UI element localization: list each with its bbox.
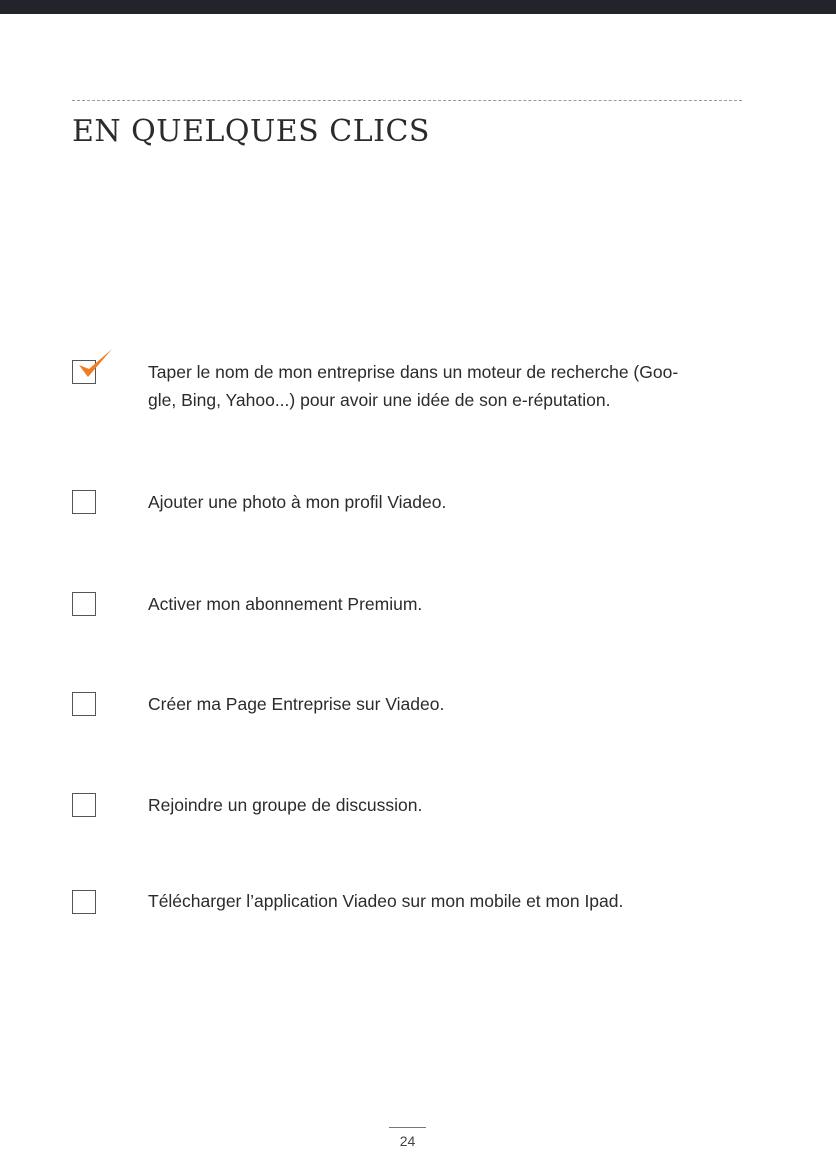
page-number: 24 — [399, 1133, 416, 1149]
checklist-item-text: Rejoindre un groupe de discussion. — [148, 795, 423, 815]
checkbox-checked[interactable] — [72, 360, 96, 384]
checkbox[interactable] — [72, 890, 96, 914]
checklist-item-text: Créer ma Page Entreprise sur Viadeo. — [148, 694, 445, 714]
dashed-divider — [72, 100, 742, 101]
page-number-rule — [389, 1127, 426, 1128]
checkbox[interactable] — [72, 692, 96, 716]
checkmark-icon — [77, 347, 117, 387]
top-bar — [0, 0, 836, 14]
checklist-item-text-line: gle, Bing, Yahoo...) pour avoir une idée de son e-réputation. — [148, 390, 611, 410]
checkbox[interactable] — [72, 490, 96, 514]
checkbox[interactable] — [72, 592, 96, 616]
checklist-item-text: Ajouter une photo à mon profil Viadeo. — [148, 492, 447, 512]
checklist-item-text-line: Taper le nom de mon entreprise dans un moteur de recherche (Goo- — [148, 362, 679, 382]
checklist-item-text: Télécharger l’application Viadeo sur mon mobile et mon Ipad. — [148, 891, 624, 911]
checklist-item-text — [148, 358, 742, 414]
checkbox[interactable] — [72, 793, 96, 817]
page-title: EN QUELQUES CLICS — [72, 114, 430, 149]
checklist-item-text: Activer mon abonnement Premium. — [148, 594, 423, 614]
